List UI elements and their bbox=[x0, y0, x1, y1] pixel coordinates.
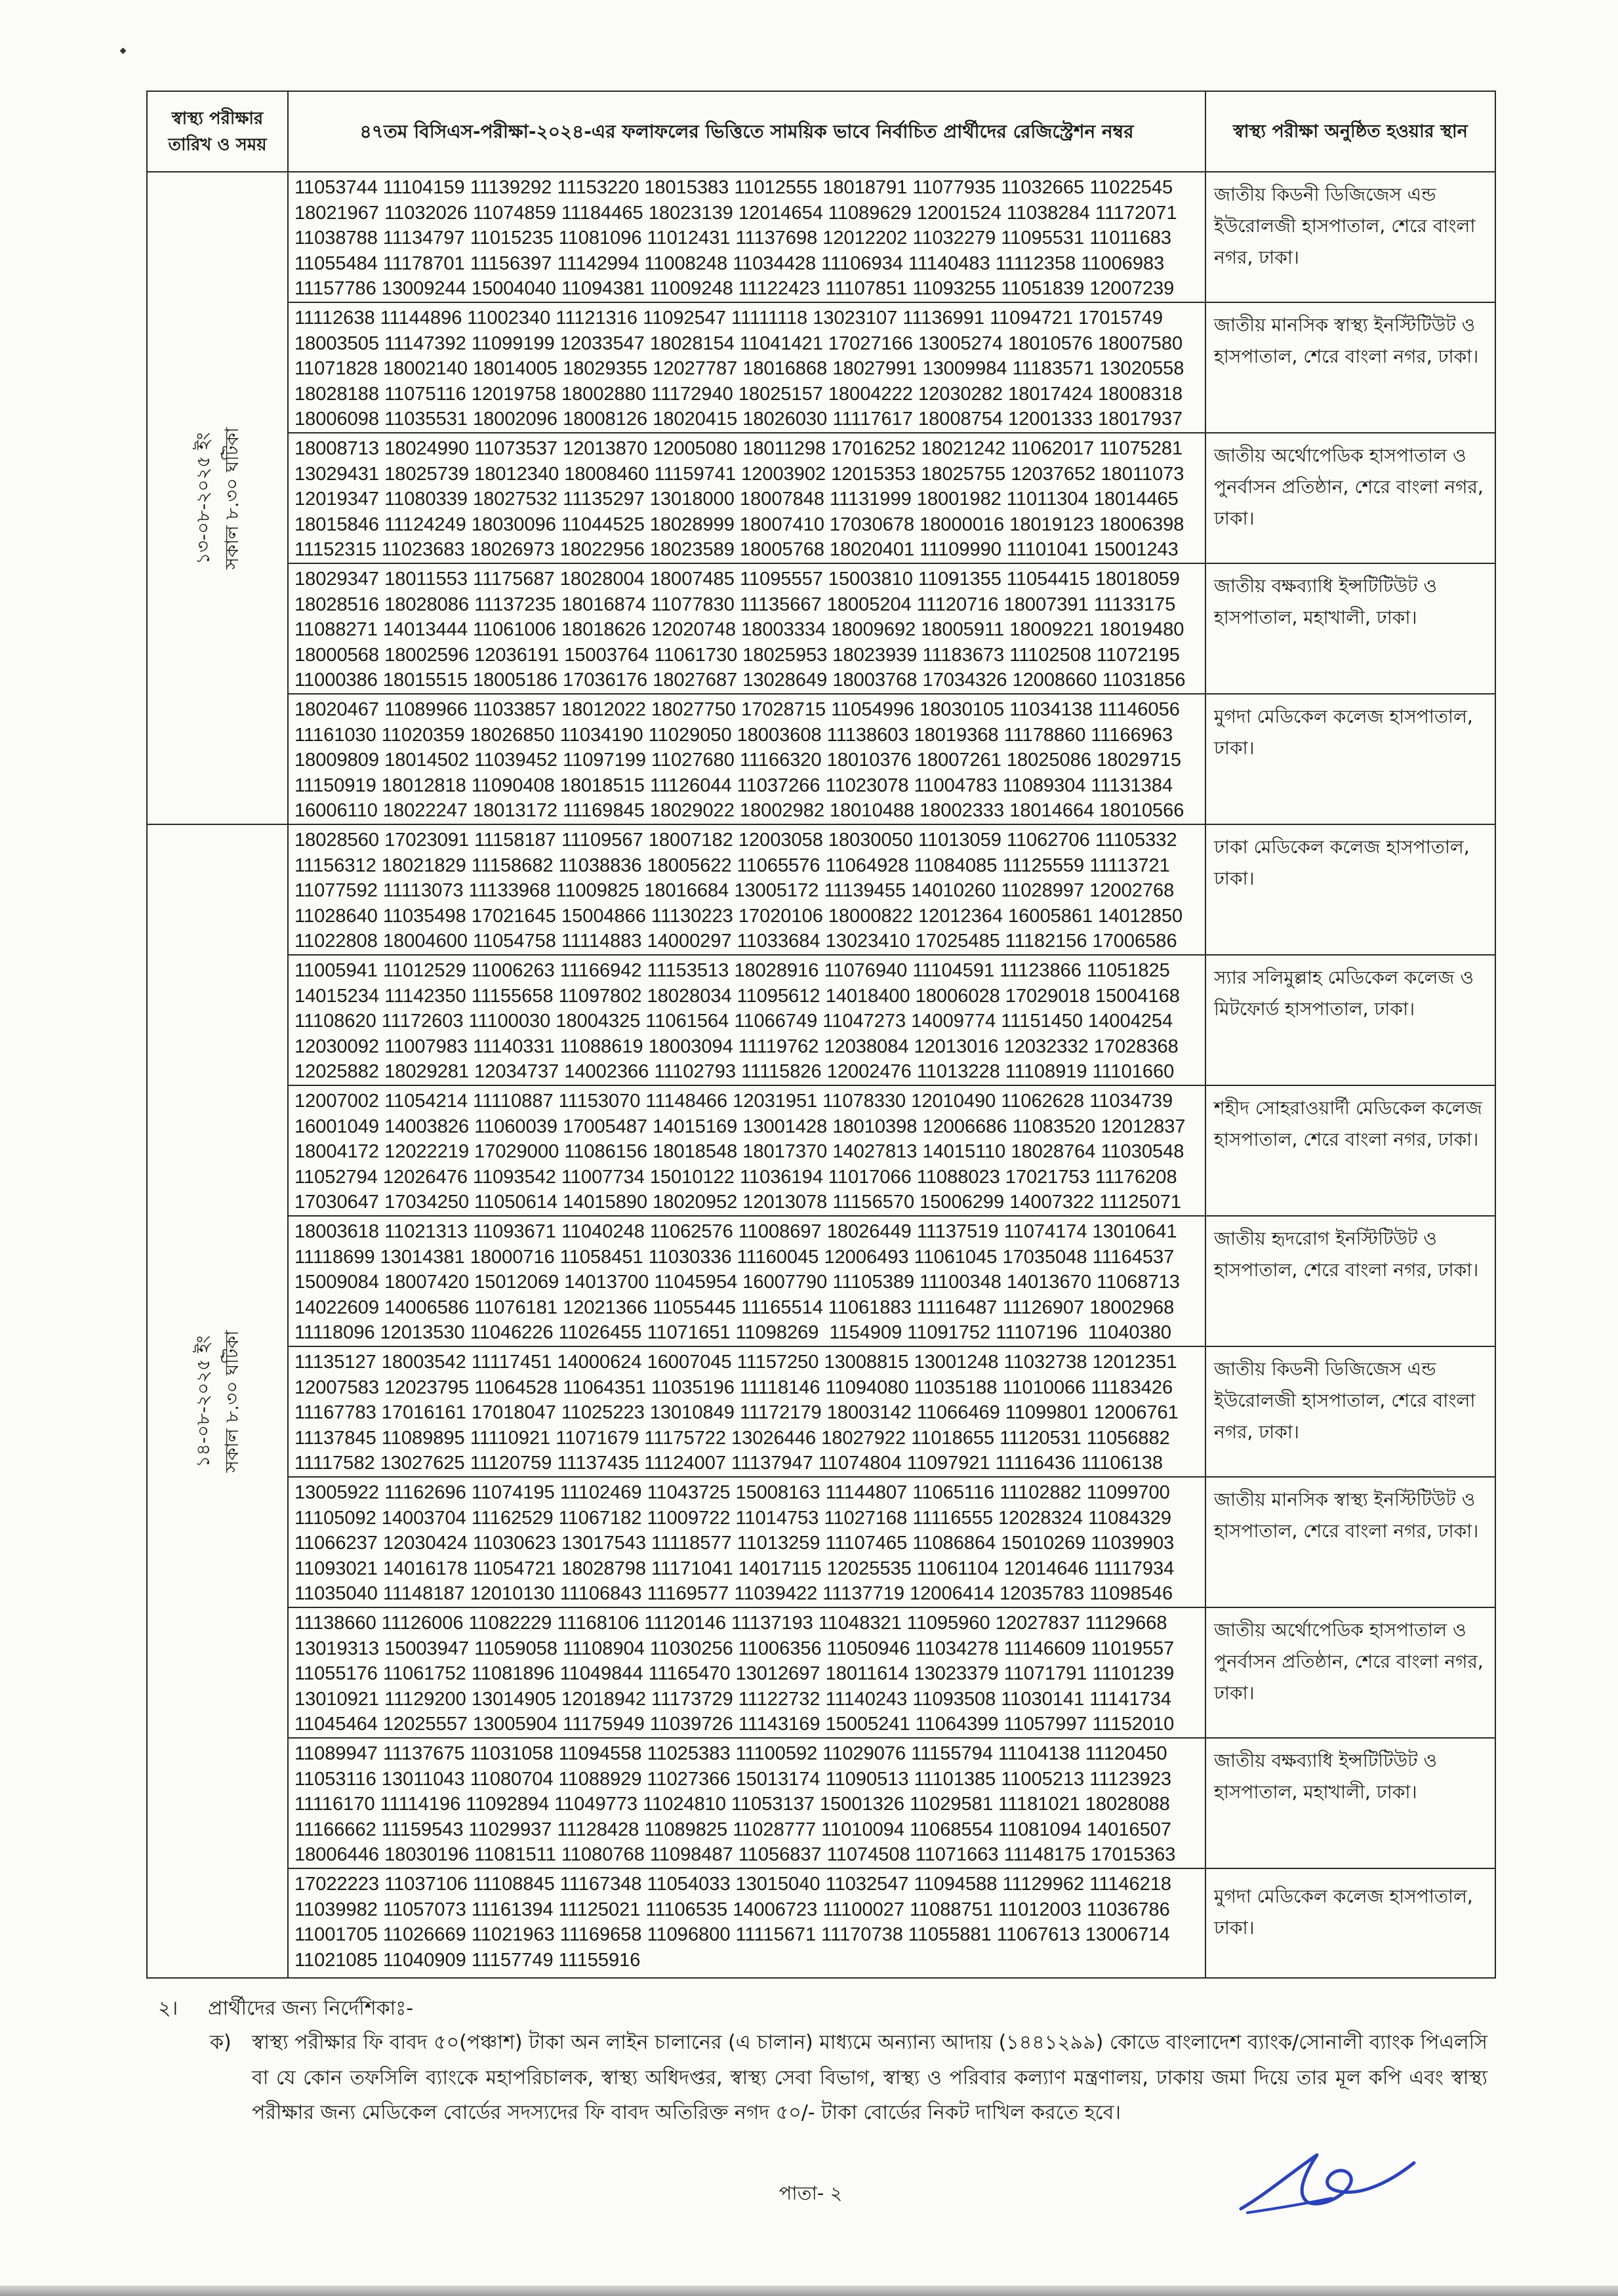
registration-numbers-line: 11039982 11057073 11161394 11125021 11106535 14006723 11100027 11088751 11012003 11036786 bbox=[294, 1899, 1170, 1920]
schedule-table bbox=[146, 91, 1496, 1979]
registration-numbers-line: 11028640 11035498 17021645 15004866 11130223 17020106 18000822 12012364 16005861 14012850 bbox=[294, 905, 1183, 927]
registration-numbers-line: 11053744 11104159 11139292 11153220 18015383 11012555 18018791 11077935 11032665 11022545 bbox=[294, 177, 1173, 198]
registration-numbers-line: 11166662 11159543 11029937 11128428 11089825 11028777 11010094 11068554 11081094 14016507 bbox=[294, 1819, 1171, 1840]
registration-numbers-cell bbox=[288, 1868, 1205, 1978]
registration-numbers-line: 11152315 11023683 18026973 18022956 18023589 18005768 18020401 11109990 11101041 15001243 bbox=[294, 539, 1179, 560]
registration-numbers-cell bbox=[288, 1085, 1205, 1216]
registration-numbers-line: 18008713 18024990 11073537 12013870 12005080 18011298 17016252 18021242 11062017 11075281 bbox=[294, 438, 1183, 459]
header-date-time-line: স্বাস্থ্য পরীক্ষার bbox=[171, 108, 264, 129]
registration-numbers-line: 11000386 18015515 18005186 17036176 18027687 13028649 18003768 17034326 12008660 11031856 bbox=[294, 670, 1186, 691]
registration-numbers-line: 11112638 11144896 11002340 11121316 11092547 11111118 13023107 11136991 11094721 17015749 bbox=[294, 308, 1163, 329]
header-registration-text: ৪৭তম বিসিএস-পরীক্ষা-২০২৪-এর ফলাফলের ভিত্তিতে সাময়িক ভাবে নির্বাচিত প্রার্থীদের রেজিস্ট্রেশন নম্বর bbox=[359, 120, 1134, 142]
exam-date-cell bbox=[147, 824, 288, 1978]
registration-numbers-line: 11150919 18012818 11090408 18018515 11126044 11037266 11023078 11004783 11089304 11131384 bbox=[294, 775, 1173, 796]
exam-venue bbox=[1205, 302, 1495, 433]
exam-venue bbox=[1205, 1216, 1495, 1346]
schedule-row bbox=[147, 955, 1495, 1085]
registration-numbers-line: 14015234 11142350 11155658 11097802 18028034 11095612 14018400 18006028 17029018 15004168 bbox=[294, 985, 1180, 1007]
registration-numbers-line: 18015846 11124249 18030096 11044525 18028999 18007410 17030678 18000016 18019123 18006398 bbox=[294, 514, 1184, 535]
exam-date-cell bbox=[147, 172, 288, 824]
registration-numbers-line: 11157786 13009244 15004040 11094381 11009248 11122423 11107851 11093255 11051839 12007239 bbox=[294, 278, 1175, 299]
registration-numbers-line: 11005941 11012529 11006263 11166942 11153513 18028916 11076940 11104591 11123866 11051825 bbox=[294, 960, 1170, 981]
exam-venue bbox=[1205, 172, 1495, 302]
signature bbox=[1233, 2143, 1423, 2219]
registration-numbers-line: 11088271 14013444 11061006 18018626 12020748 18003334 18009692 18005911 18009221 18019480 bbox=[294, 619, 1184, 640]
header-venue-text: স্বাস্থ্য পরীক্ষা অনুষ্ঠিত হওয়ার স্থান bbox=[1233, 121, 1468, 142]
exam-venue-text: জাতীয় বক্ষব্যাধি ইন্সটিটিউট ও হাসপাতাল, মহাখালী, ঢাকা। bbox=[1214, 1750, 1437, 1803]
scan-mark bbox=[120, 48, 127, 54]
exam-venue bbox=[1205, 1085, 1495, 1216]
schedule-row bbox=[147, 1216, 1495, 1346]
exam-date-time bbox=[189, 1330, 247, 1472]
registration-numbers-line: 11167783 17016161 17018047 11025223 13010849 11172179 18003142 11066469 11099801 12006761 bbox=[294, 1402, 1179, 1423]
registration-numbers-line: 18020467 11089966 11033857 18012022 18027750 17028715 11054996 18030105 11034138 11146056 bbox=[294, 699, 1180, 720]
instructions-title: প্রার্থীদের জন্য নির্দেশিকাঃ- bbox=[208, 1997, 414, 2020]
schedule-row bbox=[147, 824, 1495, 955]
registration-numbers-line: 18004172 12022219 17029000 11086156 18018548 18017370 14027813 14015110 18028764 11030548 bbox=[294, 1141, 1184, 1162]
schedule-row bbox=[147, 1738, 1495, 1868]
registration-numbers-line: 11108620 11172603 11100030 18004325 11061564 11066749 11047273 14009774 11151450 14004254 bbox=[294, 1011, 1173, 1032]
registration-numbers-line: 13029431 18025739 18012340 18008460 11159741 12003902 12015353 18025755 12037652 18011073 bbox=[294, 463, 1184, 485]
schedule-row bbox=[147, 433, 1495, 563]
registration-numbers-line: 18009809 18014502 11039452 11097199 11027680 11166320 18010376 18007261 18025086 18029715 bbox=[294, 750, 1182, 771]
header-date-time bbox=[147, 91, 288, 172]
registration-numbers-line: 13019313 15003947 11059058 11108904 11030256 11006356 11050946 11034278 11146609 11019557 bbox=[294, 1638, 1175, 1659]
exam-venue-text: জাতীয় মানসিক স্বাস্থ্য ইনস্টিটিউট ও হাসপাতাল, শেরে বাংলা নগর, ঢাকা। bbox=[1214, 314, 1479, 367]
schedule-row bbox=[147, 1868, 1495, 1978]
registration-numbers-line: 18028560 17023091 11158187 11109567 18007182 12003058 18030050 11013059 11062706 11105332 bbox=[294, 830, 1177, 851]
registration-numbers-cell bbox=[288, 955, 1205, 1085]
registration-numbers-line: 18003618 11021313 11093671 11040248 11062576 11008697 18026449 11137519 11074174 13010641 bbox=[294, 1221, 1177, 1242]
registration-numbers-line: 11137845 11089895 11110921 11071679 11175722 13026446 18027922 11018655 11120531 11056882 bbox=[294, 1427, 1170, 1449]
registration-numbers-line: 13010921 11129200 13014905 12018942 11173729 11122732 11140243 11093508 11030141 11141734 bbox=[294, 1688, 1171, 1710]
exam-venue bbox=[1205, 563, 1495, 694]
exam-venue bbox=[1205, 433, 1495, 563]
registration-numbers-line: 11138660 11126006 11082229 11168106 11120146 11137193 11048321 11095960 12027837 11129668 bbox=[294, 1613, 1167, 1634]
exam-date: ১৩-০৮-২০২৫ ইং bbox=[192, 432, 214, 565]
registration-numbers-cell bbox=[288, 172, 1205, 302]
registration-numbers-cell bbox=[288, 1346, 1205, 1477]
registration-numbers-line: 18028516 18028086 11137235 18016874 11077830 11135667 18005204 11120716 18007391 11133175 bbox=[294, 594, 1176, 615]
exam-date-time bbox=[189, 427, 247, 569]
schedule-row bbox=[147, 563, 1495, 694]
schedule-row bbox=[147, 1607, 1495, 1738]
registration-numbers-line: 11077592 11113073 11133968 11009825 18016684 13005172 11139455 14010260 11028997 12002768 bbox=[294, 880, 1175, 901]
registration-numbers-line: 11055484 11178701 11156397 11142994 11008248 11034428 11106934 11140483 11112358 11006983 bbox=[294, 252, 1165, 274]
registration-numbers-cell bbox=[288, 1477, 1205, 1607]
instruction-label: ক) bbox=[210, 2031, 232, 2054]
registration-numbers-line: 11021085 11040909 11157749 11155916 bbox=[294, 1949, 641, 1971]
header-venue bbox=[1205, 91, 1495, 172]
registration-numbers-line: 18029347 18011553 11175687 18028004 18007485 11095557 15003810 11091355 11054415 18018059 bbox=[294, 569, 1180, 590]
registration-numbers-line: 14022609 14006586 11076181 12021366 11055445 11165514 11061883 11116487 11126907 18002968 bbox=[294, 1297, 1175, 1318]
registration-numbers-line: 11156312 18021829 11158682 11038836 18005622 11065576 11064928 11084085 11125559 11113721 bbox=[294, 855, 1170, 876]
registration-numbers-line: 17030647 17034250 11050614 14015890 18020952 12013078 11156570 15006299 14007322 11125071 bbox=[294, 1192, 1182, 1213]
registration-numbers-line: 11001705 11026669 11021963 11169658 11096800 11115671 11170738 11055881 11067613 13006714 bbox=[294, 1924, 1170, 1945]
exam-venue-text: স্যার সলিমুল্লাহ মেডিকেল কলেজ ও মিটফোর্ড হাসপাতাল, ঢাকা। bbox=[1214, 967, 1474, 1020]
registration-numbers-line: 18021967 11032026 11074859 11184465 18023139 12014654 11089629 12001524 11038284 11172071 bbox=[294, 202, 1177, 224]
exam-venue-text: মুগদা মেডিকেল কলেজ হাসপাতাল, ঢাকা। bbox=[1214, 706, 1473, 759]
schedule-row bbox=[147, 694, 1495, 824]
exam-venue-text: জাতীয় অর্থোপেডিক হাসপাতাল ও পুনর্বাসন প্রতিষ্ঠান, শেরে বাংলা নগর, ঢাকা। bbox=[1214, 1619, 1484, 1704]
header-date-time-line: তারিখ ও সময় bbox=[168, 134, 267, 155]
exam-venue-text: জাতীয় মানসিক স্বাস্থ্য ইনস্টিটিউট ও হাসপাতাল, শেরে বাংলা নগর, ঢাকা। bbox=[1214, 1489, 1479, 1542]
registration-numbers-line: 15009084 18007420 15012069 14013700 11045954 16007790 11105389 11100348 14013670 11068713 bbox=[294, 1272, 1180, 1293]
exam-venue-text: জাতীয় কিডনী ডিজিজেস এন্ড ইউরোলজী হাসপাতাল, শেরে বাংলা নগর, ঢাকা। bbox=[1214, 1358, 1476, 1443]
registration-numbers-line: 18006446 18030196 11081511 11080768 11098487 11056837 11074508 11071663 11148175 17015363 bbox=[294, 1844, 1176, 1865]
registration-numbers-line: 11053116 13011043 11080704 11088929 11027366 15013174 11090513 11101385 11005213 11123923 bbox=[294, 1768, 1171, 1790]
exam-venue bbox=[1205, 1346, 1495, 1477]
registration-numbers-line: 11038788 11134797 11015235 11081096 11012431 11137698 12012202 11032279 11095531 11011683 bbox=[294, 228, 1171, 249]
exam-date: ১৪-০৮-২০২৫ ইং bbox=[192, 1335, 214, 1468]
exam-time: সকাল ৮.৩০ ঘটিকা bbox=[220, 427, 243, 569]
exam-venue bbox=[1205, 1477, 1495, 1607]
registration-numbers-cell bbox=[288, 824, 1205, 955]
schedule-row bbox=[147, 172, 1495, 302]
registration-numbers-cell bbox=[288, 1738, 1205, 1868]
registration-numbers-line: 11066237 12030424 11030623 13017543 11118577 11013259 11107465 11086864 15010269 11039903 bbox=[294, 1533, 1175, 1554]
exam-venue bbox=[1205, 694, 1495, 824]
registration-numbers-line: 11135127 18003542 11117451 14000624 16007045 11157250 13008815 13001248 11032738 12012351 bbox=[294, 1352, 1177, 1373]
registration-numbers-line: 16001049 14003826 11060039 17005487 14015169 13001428 18010398 12006686 11083520 12012837 bbox=[294, 1116, 1186, 1137]
registration-numbers-line: 11022808 18004600 11054758 11114883 14000297 11033684 13023410 17025485 11182156 17006586 bbox=[294, 931, 1177, 952]
registration-numbers-line: 11089947 11137675 11031058 11094558 11025383 11100592 11029076 11155794 11104138 11120450 bbox=[294, 1743, 1167, 1764]
exam-venue bbox=[1205, 1738, 1495, 1868]
exam-venue-text: মুগদা মেডিকেল কলেজ হাসপাতাল, ঢাকা। bbox=[1214, 1885, 1473, 1939]
registration-numbers-line: 11118096 12013530 11046226 11026455 11071651 11098269 1154909 11091752 11107196 11040380 bbox=[294, 1322, 1171, 1343]
registration-numbers-line: 11093021 14016178 11054721 18028798 11171041 14017115 12025535 11061104 12014646 11117934 bbox=[294, 1558, 1175, 1579]
registration-numbers-line: 12019347 11080339 18027532 11135297 13018000 18007848 11131999 18001982 11011304 18014465 bbox=[294, 489, 1179, 510]
schedule-row bbox=[147, 302, 1495, 433]
registration-numbers-line: 17022223 11037106 11108845 11167348 11054033 13015040 11032547 11094588 11129962 11146218 bbox=[294, 1874, 1171, 1895]
exam-venue-text: জাতীয় বক্ষব্যাধি ইন্সটিটিউট ও হাসপাতাল, মহাখালী, ঢাকা। bbox=[1214, 575, 1437, 628]
exam-venue-text: শহীদ সোহরাওয়ার্দী মেডিকেল কলেজ হাসপাতাল, শেরে বাংলা নগর, ঢাকা। bbox=[1214, 1097, 1482, 1150]
registration-numbers-line: 12007002 11054214 11110887 11153070 11148466 12031951 11078330 12010490 11062628 11034739 bbox=[294, 1091, 1173, 1112]
exam-venue-text: জাতীয় কিডনী ডিজিজেস এন্ড ইউরোলজী হাসপাতাল, শেরে বাংলা নগর, ঢাকা। bbox=[1214, 184, 1476, 268]
registration-numbers-line: 12025882 18029281 12034737 14002366 11102793 11115826 12002476 11013228 11108919 11101660 bbox=[294, 1061, 1175, 1082]
header-registration bbox=[288, 91, 1205, 172]
section-number: ২। bbox=[158, 1997, 178, 2020]
registration-numbers-cell bbox=[288, 1607, 1205, 1738]
registration-numbers-line: 11118699 13014381 18000716 11058451 11030336 11160045 12006493 11061045 17035048 11164537 bbox=[294, 1246, 1175, 1268]
registration-numbers-cell bbox=[288, 433, 1205, 563]
registration-numbers-line: 11055176 11061752 11081896 11049844 11165470 13012697 18011614 13023379 11071791 11101239 bbox=[294, 1663, 1175, 1684]
registration-numbers-line: 11116170 11114196 11092894 11049773 11024810 11053137 15001326 11029581 11181021 18028088 bbox=[294, 1794, 1170, 1815]
registration-numbers-line: 16006110 18022247 18013172 11169845 18029022 18002982 18010488 18002333 18014664 18010566 bbox=[294, 800, 1184, 821]
registration-numbers-line: 11161030 11020359 18026850 11034190 11029050 18003608 11138603 18019368 11178860 11166963 bbox=[294, 724, 1173, 746]
registration-numbers-cell bbox=[288, 302, 1205, 433]
exam-venue-text: জাতীয় অর্থোপেডিক হাসপাতাল ও পুনর্বাসন প্রতিষ্ঠান, শেরে বাংলা নগর, ঢাকা। bbox=[1214, 445, 1484, 529]
scan-edge bbox=[0, 2286, 1618, 2296]
registration-numbers-line: 12007583 12023795 11064528 11064351 11035196 11118146 11094080 11035188 11010066 11183426 bbox=[294, 1377, 1173, 1398]
registration-numbers-cell bbox=[288, 694, 1205, 824]
registration-numbers-line: 11105092 14003704 11162529 11067182 11009722 11014753 11027168 11116555 12028324 11084329 bbox=[294, 1507, 1171, 1529]
instruction-item bbox=[210, 2025, 1487, 2131]
schedule-row bbox=[147, 1477, 1495, 1607]
registration-numbers-line: 11045464 12025557 13005904 11175949 11039726 11143169 15005241 11064399 11057997 11152010 bbox=[294, 1714, 1175, 1735]
exam-venue-text: জাতীয় হৃদরোগ ইনস্টিটিউট ও হাসপাতাল, শেরে বাংলা নগর, ঢাকা। bbox=[1214, 1228, 1479, 1281]
registration-numbers-cell bbox=[288, 563, 1205, 694]
page-number: পাতা- ২ bbox=[779, 2182, 843, 2204]
registration-numbers-line: 18006098 11035531 18002096 18008126 18020415 18026030 11117617 18008754 12001333 18017937 bbox=[294, 409, 1183, 430]
registration-numbers-line: 18000568 18002596 12036191 15003764 11061730 18025953 18023939 11183673 11102508 11072195 bbox=[294, 644, 1180, 666]
registration-numbers-line: 11052794 12026476 11093542 11007734 15010122 11036194 11017066 11088023 17021753 11176208 bbox=[294, 1166, 1177, 1188]
registration-numbers-line: 11071828 18002140 18014005 18029355 12027787 18016868 18027991 13009984 11183571 13020558 bbox=[294, 358, 1184, 379]
exam-venue bbox=[1205, 955, 1495, 1085]
registration-numbers-line: 18003505 11147392 11099199 12033547 18028154 11041421 17027166 13005274 18010576 18007580 bbox=[294, 332, 1183, 354]
registration-numbers-line: 18028188 11075116 12019758 18002880 11172940 18025157 18004222 12030282 18017424 18008318 bbox=[294, 383, 1183, 405]
registration-numbers-line: 12030092 11007983 11140331 11088619 18003094 11119762 12038084 12013016 12032332 17028368 bbox=[294, 1036, 1179, 1057]
registration-numbers-line: 11035040 11148187 12010130 11106843 11169577 11039422 11137719 12006414 12035783 11098546 bbox=[294, 1583, 1173, 1604]
table-header-row bbox=[147, 91, 1495, 172]
exam-venue bbox=[1205, 824, 1495, 955]
instruction-text: স্বাস্থ্য পরীক্ষার ফি বাবদ ৫০(পঞ্চাশ) টাকা অন লাইন চালানের (এ চালান) মাধ্যমে অন্যান্য আদায় (১৪৪১২৯৯) কোডে বাংলাদেশ ব্যাংক/সোনালী ব্যাংক পিএলসি বা যে কোন তফসিলি ব্যাংকে মহাপরিচালক, স্বাস্থ্য অধিদপ্তর, স্বাস্থ্য সেবা বিভাগ, স্বাস্থ্য ও পরিবার কল্যাণ মন্ত্রণালয়, ঢাকায় জমা দিয়ে তার মূল কপি এবং স্বাস্থ্য পরীক্ষার জন্য মেডিকেল বোর্ডের সদস্যদের ফি বাবদ অতিরিক্ত নগদ ৫০/- টাকা বোর্ডের নিকট দাখিল করতে হবে। bbox=[252, 2031, 1487, 2124]
exam-time: সকাল ৮.৩০ ঘটিকা bbox=[220, 1330, 243, 1472]
registration-numbers-line: 13005922 11162696 11074195 11102469 11043725 15008163 11144807 11065116 11102882 11099700 bbox=[294, 1482, 1170, 1503]
schedule-row bbox=[147, 1346, 1495, 1477]
schedule-row bbox=[147, 1085, 1495, 1216]
exam-venue bbox=[1205, 1607, 1495, 1738]
exam-venue-text: ঢাকা মেডিকেল কলেজ হাসপাতাল, ঢাকা। bbox=[1214, 836, 1470, 889]
exam-venue bbox=[1205, 1868, 1495, 1978]
registration-numbers-line: 11117582 13027625 11120759 11137435 11124007 11137947 11074804 11097921 11116436 11106138 bbox=[294, 1453, 1163, 1474]
registration-numbers-cell bbox=[288, 1216, 1205, 1346]
